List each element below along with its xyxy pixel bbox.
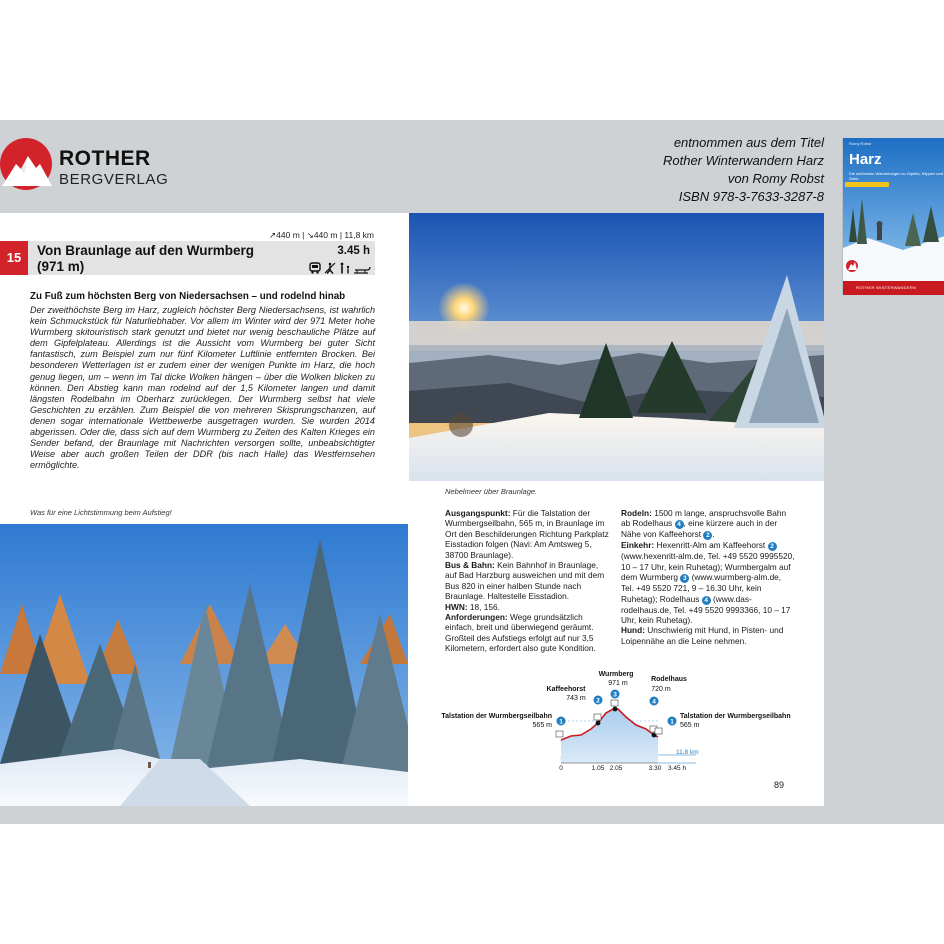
time-tick: 3.45 h	[668, 765, 687, 772]
info-text: Kein Bahnhof in Braunlage, auf Bad Harzburg ausweichen und mit dem Bus 820 in einer halben Stunde nach Braunlage. Haltestelle Eisstadion.	[445, 560, 605, 602]
info-key: Rodeln:	[621, 508, 652, 518]
waypoint-name: Talstation der Wurmbergseilbahn	[680, 713, 791, 720]
waypoint-name: Talstation der Wurmbergseilbahn	[441, 713, 552, 720]
waypoint-name: Rodelhaus	[651, 676, 687, 683]
book-cover	[842, 138, 944, 295]
time-tick: 2.05	[609, 765, 623, 772]
info-text: , eine kürzere auch in der Nähe von Kaffeehorst	[621, 518, 778, 540]
info-text: Wege grundsätzlich einfach, breit und überwiegend geräumt. Großteil des Aufstiegs erfolgt auf nur 3,5 Kilometern, erfordert also gute Kondition.	[445, 612, 596, 654]
publisher-logo	[0, 134, 200, 198]
info-text: (www.hexenritt-alm.de, Tel. +49 5520 9995520, 10 – 17 Uhr, kein Ruhetag); Wurmbergalm auf dem Wurmberg	[621, 551, 795, 583]
cover-author: Romy Robst	[849, 141, 872, 146]
waypoint-badge: 2	[768, 542, 777, 551]
waypoint-badge: 3	[680, 574, 689, 583]
info-einkehr	[621, 540, 796, 625]
badge-number: 1	[670, 718, 674, 726]
family-icon	[341, 263, 350, 274]
info-key: Einkehr:	[621, 540, 655, 551]
info-text: Für die Talstation der Wurmbergseilbahn, 565 m, in Braunlage im Ort den Beschilderungen Richtung Parkplatz Eisstadion folgen (Navi: Am Amtsweg 5, 38700 Braunlage).	[445, 508, 609, 560]
source-line: entnommen aus dem Titel	[673, 135, 824, 150]
waypoint-name: Kaffeehorst	[546, 686, 586, 693]
sled-icon	[354, 267, 370, 273]
source-line: ISBN 978-3-7633-3287-8	[678, 189, 824, 204]
waypoint-marker	[596, 721, 601, 726]
mountain-logo-icon	[0, 134, 56, 196]
badge-number: 1	[559, 718, 563, 726]
waypoint-marker	[613, 707, 618, 712]
source-line: von Romy Robst	[727, 171, 824, 186]
waypoint-badge-4	[650, 697, 659, 706]
source-line: Rother Winterwandern Harz	[662, 153, 824, 168]
bus-icon	[310, 263, 320, 274]
publisher-name: ROTHER	[59, 147, 151, 170]
waypoint-name: Wurmberg	[598, 671, 634, 678]
info-bus-bahn	[445, 560, 610, 602]
waypoint-elev: 565 m	[680, 722, 700, 729]
caption-right: Nebelmeer über Braunlage.	[445, 487, 538, 496]
info-ausgangspunkt	[445, 508, 610, 560]
facility-icon	[611, 700, 618, 706]
waypoint-badge-3	[611, 690, 620, 699]
info-text: Hexenritt-Alm am Kaffeehorst	[656, 540, 766, 551]
time-tick: 0	[559, 765, 563, 772]
cover-subtitle: Die schönsten Wanderungen zu Gipfeln, Klippen und Seen	[849, 171, 943, 181]
waypoint-badge-5	[668, 717, 677, 726]
badge-number: 2	[596, 697, 600, 705]
waypoint-badge: 4	[675, 520, 684, 529]
waypoint-badge-2	[594, 696, 603, 705]
facility-icon	[594, 714, 601, 720]
waypoint-elev: 720 m	[651, 686, 671, 693]
info-column-1	[445, 508, 610, 654]
waypoint-elev: 971 m	[608, 680, 628, 687]
elevation-profile	[426, 663, 806, 773]
info-rodeln	[621, 508, 796, 540]
route-subtitle: Zu Fuß zum höchsten Berg von Niedersachsen – und rodelnd hinab	[30, 291, 346, 302]
waypoint-elev: 565 m	[532, 722, 552, 729]
info-key: Ausgangspunkt:	[445, 508, 511, 518]
info-key: Anforderungen:	[445, 612, 508, 623]
route-number: 15	[6, 250, 22, 265]
badge-number: 3	[613, 691, 617, 699]
info-column-2	[621, 508, 796, 646]
caption-left: Was für eine Lichtstimmung beim Aufstieg!	[30, 508, 172, 517]
info-text: (www.wurmberg-alm.de, Tel. +49 5520 721, 9 – 16.30 Uhr, kein Ruhetag); Rodelhaus	[621, 572, 782, 604]
route-stats: ↗440 m | ↘440 m | 11,8 km	[269, 230, 374, 240]
time-tick: 1.05	[591, 765, 605, 772]
info-key: Bus & Bahn:	[445, 560, 495, 571]
cover-title: Harz	[849, 151, 882, 168]
info-anforderungen	[445, 612, 610, 654]
info-key: Hund:	[621, 625, 645, 636]
waypoint-badge-1	[557, 717, 566, 726]
info-hund	[621, 625, 796, 646]
waypoint-badge: 4	[702, 596, 711, 605]
waypoint-elev: 743 m	[566, 695, 586, 702]
publisher-sub: BERGVERLAG	[59, 171, 169, 188]
source-note	[494, 134, 824, 206]
photo-snowy-forest	[0, 524, 408, 806]
no-walking-icon	[325, 263, 335, 274]
waypoint-badge: 2	[703, 531, 712, 540]
route-title: Von Braunlage auf den Wurmberg (971 m)	[37, 243, 255, 274]
info-text: 1500 m lange, anspruchsvolle Bahn ab Rodelhaus	[621, 508, 787, 529]
info-text: .	[712, 529, 715, 540]
distance-total: 11,8 km	[676, 749, 699, 756]
route-icons	[309, 261, 373, 279]
time-tick: 3.30	[648, 765, 662, 772]
route-intro: Der zweithöchste Berg im Harz, zugleich höchster Berg Niedersachsens, ist wahrlich kein Schmuckstück für Naturliebhaber. Vor allem im Winter wird der 971 Meter hohe Wurmberg skitouristisch stark genutzt und bietet nur wenig beschauliche Plätze auf dem Gipfelplateau. Allerdings ist die Aussicht vom Wurmberg bei guter Sicht fantastisch, zum Beispiel zum nur fünf Kilometer Luftlinie entfernten Brocken. Bei besonderen Wetterlagen ist er zudem einer der wenigen Punkte im Harz, die hoch genug liegen, um – wenn im Tal dicke Wolken hängen – über die Wolken blicken zu können. Den Abstieg kann man rodelnd auf der 1,5 Kilometer langen und damit längsten Rodelbahn im Oberharz zurücklegen. Der Wurmberg selbst hat viele Geschichten zu erzählen. Zum Beispiel die von mehreren Skisprungschanzen, auf denen sogar internationale Wettbewerbe ausgetragen wurden. Sie wurden 2014 abgerissen. Oder die, dass sich auf dem Wurmberg zu Zeiten des Kalten Krieges ein Sender befand, der Braunlage mit Nachrichten versorgen sollte, unbeabsichtigter Weise aber auch großen Teilen der DDR (bis nach Halle) das Westfernsehen ermöglichte.	[30, 305, 375, 471]
photo-sea-of-fog	[409, 213, 824, 481]
facility-icon	[655, 728, 662, 734]
badge-number: 4	[652, 698, 656, 706]
page-number: 89	[774, 780, 785, 790]
info-text: (www.das-rodelhaus.de, Tel. +49 5520 9993366, 10 – 17 Uhr, kein Ruhetag).	[621, 593, 791, 626]
route-duration: 3.45 h	[337, 245, 370, 257]
info-key: HWN:	[445, 601, 468, 612]
info-text: Unschwierig mit Hund, in Pisten- und Loipennähe an die Leine nehmen.	[621, 625, 784, 646]
info-text: 18, 156.	[469, 601, 500, 612]
cover-strip-text: ROTHER WINTERWANDERN	[856, 285, 917, 290]
facility-icon	[556, 731, 563, 737]
info-hwn	[445, 602, 610, 612]
